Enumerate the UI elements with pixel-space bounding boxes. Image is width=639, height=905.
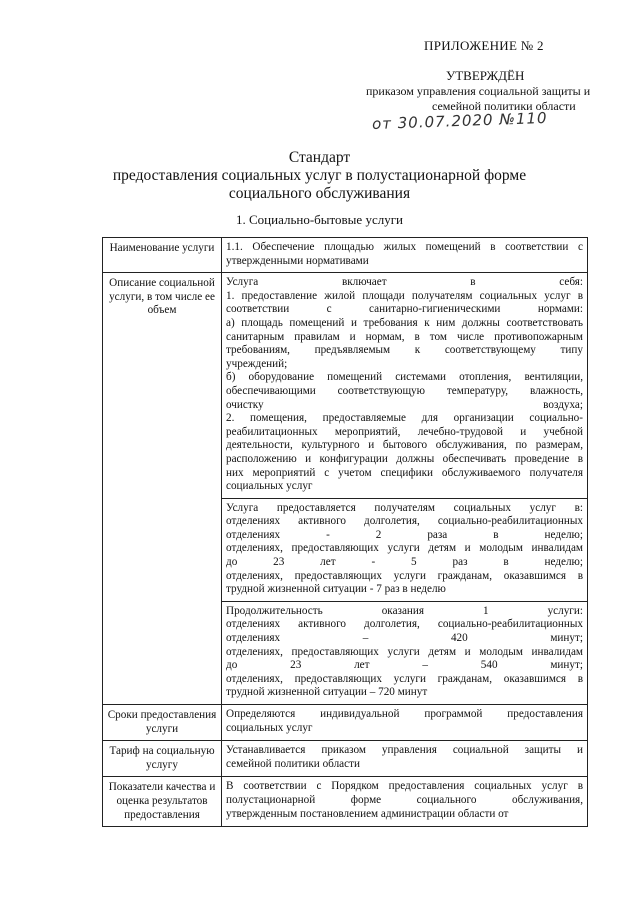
cell-text-line: отделениях, предоставляющих услуги гражданам, оказавшимся в bbox=[226, 672, 583, 685]
row-label: Описание социальной услуги, в том числе ее объем bbox=[103, 273, 222, 705]
table-row bbox=[103, 238, 588, 273]
cell-text-line: до 23 лет - 5 раз в неделю; bbox=[226, 556, 583, 569]
cell-text-line: социальных услуг bbox=[226, 480, 313, 493]
table-row bbox=[103, 741, 588, 777]
cell-text-line: отделениях активного долголетия, социально-реабилитационных bbox=[226, 618, 583, 631]
appendix-number: ПРИЛОЖЕНИЕ № 2 bbox=[424, 38, 544, 53]
standard-subtitle-line-1: предоставления социальных услуг в полустационарной форме bbox=[112, 167, 527, 184]
cell-text-line: отделениях, предоставляющих услуги детям и молодым инвалидам bbox=[226, 645, 583, 658]
cell-text-line: отделениях, предоставляющих услуги гражданам, оказавшимся в bbox=[226, 569, 583, 582]
cell-text-line: Услуга предоставляется получателям социальных услуг в: bbox=[226, 501, 583, 514]
row-label: Показатели качества и оценка результатов предоставления bbox=[103, 777, 222, 827]
cell-text-line: В соответствии с Порядком предоставления социальных услуг в bbox=[226, 780, 583, 793]
row-label: Тариф на социальную услугу bbox=[103, 741, 222, 777]
cell-text-line: обеспечивающими соответствующую температуру, влажность, bbox=[226, 384, 583, 397]
cell-text-line: а) площадь помещений и требования к ним должны соответствовать bbox=[226, 316, 583, 329]
row-value bbox=[222, 238, 588, 273]
cell-text-line: Услуга включает в себя: bbox=[226, 276, 583, 289]
cell-text-line: утвержденным постановлением администрации области от bbox=[226, 807, 509, 820]
row-label: Наименование услуги bbox=[103, 238, 222, 273]
row-value bbox=[222, 705, 588, 741]
cell-text-line: 1.1. Обеспечение площадью жилых помещений в соответствии с bbox=[226, 241, 583, 253]
cell-text-line: утвержденными нормативами bbox=[226, 254, 369, 267]
cell-text-line: 2. помещения, предоставляемые для организации социально- bbox=[226, 412, 583, 425]
row-value bbox=[222, 777, 588, 827]
cell-text-line: деятельности, культурного и бытового обслуживания, по размерам, bbox=[226, 439, 583, 452]
cell-text-line: отделениях, предоставляющих услуги детям и молодым инвалидам bbox=[226, 542, 583, 555]
cell-text-line: семейной политики области bbox=[226, 757, 360, 770]
cell-text-line: санитарным правилам и нормам, в том числе противопожарным bbox=[226, 330, 583, 343]
cell-text-line: них мероприятий с учетом специфики обслуживаемого получателя bbox=[226, 466, 583, 479]
row-value-block bbox=[222, 498, 588, 601]
standard-subtitle-line-2: социального обслуживания bbox=[228, 185, 411, 202]
table-row bbox=[103, 273, 588, 499]
cell-text-line: полустационарной форме социального обслуживания, bbox=[226, 793, 583, 806]
cell-text-line: соответствии с санитарно-гигиеническими нормами: bbox=[226, 303, 583, 316]
row-value-block bbox=[222, 601, 588, 704]
cell-text-line: б) оборудование помещений системами отопления, вентиляции, bbox=[226, 371, 583, 384]
handwritten-order-date: от 30.07.2020 №110 bbox=[371, 108, 548, 134]
section-heading: 1. Социально-бытовые услуги bbox=[236, 212, 403, 227]
table-row bbox=[103, 705, 588, 741]
row-label: Сроки предоставления услуги bbox=[103, 705, 222, 741]
table-body bbox=[103, 238, 588, 827]
order-line-2: семейной политики области bbox=[432, 99, 576, 113]
row-value bbox=[222, 741, 588, 777]
cell-text-line: до 23 лет – 540 минут; bbox=[226, 659, 583, 672]
cell-text-line: Продолжительность оказания 1 услуги: bbox=[226, 604, 583, 617]
cell-text-line: 1. предоставление жилой площади получателям социальных услуг в bbox=[226, 289, 583, 302]
cell-text-line: отделениях - 2 раза в неделю; bbox=[226, 528, 583, 541]
order-line-1: приказом управления социальной защиты и bbox=[366, 84, 591, 98]
cell-text-line: трудной жизненной ситуации - 7 раз в неделю bbox=[226, 583, 446, 596]
approved-stamp-text: УТВЕРЖДЁН bbox=[446, 68, 525, 83]
service-standard-table bbox=[102, 237, 588, 827]
cell-text-line: социальных услуг bbox=[226, 721, 313, 734]
cell-text-line: Устанавливается приказом управления социальной защиты и bbox=[226, 744, 583, 757]
cell-text-line: требованиям, предъявляемым к соответствующему типу bbox=[226, 344, 583, 357]
cell-text-line: отделениях – 420 минут; bbox=[226, 632, 583, 645]
cell-text-line: Определяются индивидуальной программой предоставления bbox=[226, 708, 583, 720]
row-value-block bbox=[222, 273, 588, 499]
cell-text-line: расположению и конфигурации должны обеспечивать проведение в bbox=[226, 452, 583, 465]
standard-title: Стандарт bbox=[288, 149, 351, 166]
cell-text-line: очистку воздуха; bbox=[226, 398, 583, 411]
table-row bbox=[103, 777, 588, 827]
cell-text-line: отделениях активного долголетия, социально-реабилитационных bbox=[226, 515, 583, 528]
cell-text-line: реабилитационных мероприятий, лечебно-трудовой и учебной bbox=[226, 425, 583, 438]
cell-text-line: трудной жизненной ситуации – 720 минут bbox=[226, 686, 428, 699]
cell-text-line: учреждений; bbox=[226, 357, 288, 370]
